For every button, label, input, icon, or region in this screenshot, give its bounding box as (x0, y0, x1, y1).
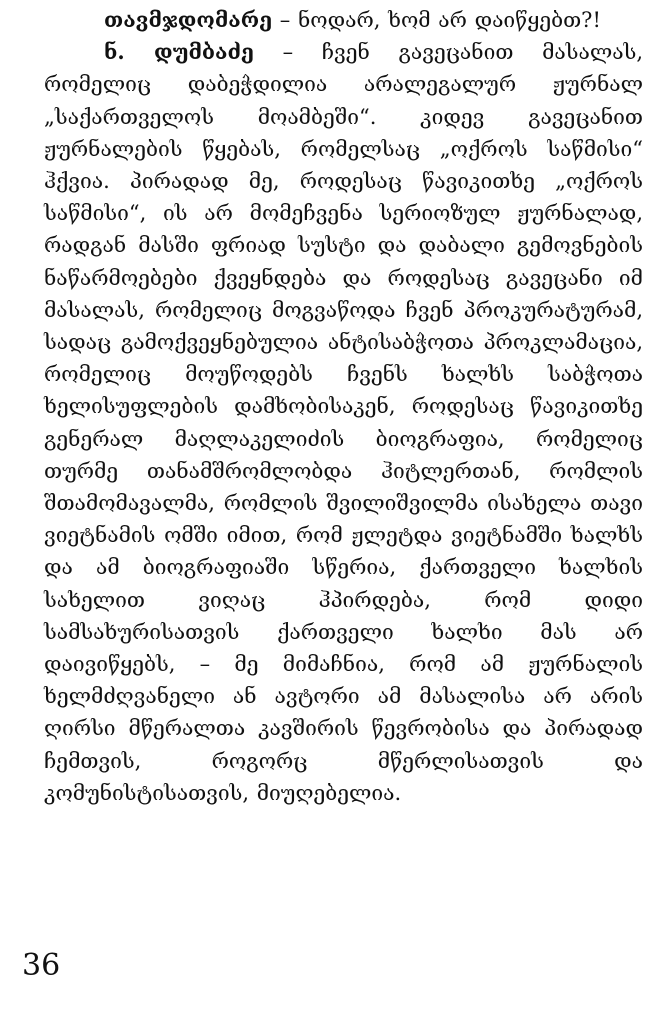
paragraph-chairman (44, 4, 643, 36)
paragraph-text: – ჩვენ გავეცანით მასალას, რომელიც დაბეჭდილია არალეგალურ ჟურნალ „საქართველოს მოამბეში“. კიდევ გავეცანით ჟურნალების წყებას, რომელსაც „ოქროს საწმისი“ ჰქვია. პირადად მე, როდესაც წავიკითხე „ოქროს საწმისი“, ის არ მომეჩვენა სერიოზულ ჟურნალად, რადგან მასში ფრიად სუსტი და დაბალი გემოვნების ნაწარმოებები ქვეყნდება და როდესაც გავეცანი იმ მასალას, რომელიც მოგვაწოდა ჩვენ პროკურატურამ, სადაც გამოქვეყნებულია ანტისაბჭოთა პროკლამაცია, რომელიც მოუწოდებს ჩვენს ხალხს საბჭოთა ხელისუფლების დამხობისაკენ, როდესაც წავიკითხე გენერალ მაღლაკელიძის ბიოგრაფია, რომელიც თურმე თანამშრომლობდა ჰიტლერთან, რომლის შთამომავალმა, რომლის შვილიშვილმა ისახელა თავი ვიეტნამის ომში იმით, რომ ჟლეტდა ვიეტნამში ხალხს და ამ ბიოგრაფიაში სწერია, ქართველი ხალხის სახელით ვიღაც ჰპირდება, რომ დიდი სამსახურისათვის ქართველი ხალხი მას არ დაივიწყებს, – მე მიმაჩნია, რომ ამ ჟურნალის ხელმძღვანელი ან ავტორი ამ მასალისა არ არის ღირსი მწერალთა კავშირის წევრობისა და პირადად ჩემთვის, როგორც მწერლისათვის და კომუნისტისათვის, მიუღებელია. (44, 40, 643, 805)
paragraph-text: – ნოდარ, ხომ არ დაიწყებთ?! (272, 8, 601, 32)
speaker-name: თავმჯდომარე (104, 7, 273, 32)
speaker-name: ნ. დუმბაძე (104, 39, 254, 65)
paragraph-dumbadze (44, 36, 643, 809)
page-number: 36 (22, 948, 61, 983)
